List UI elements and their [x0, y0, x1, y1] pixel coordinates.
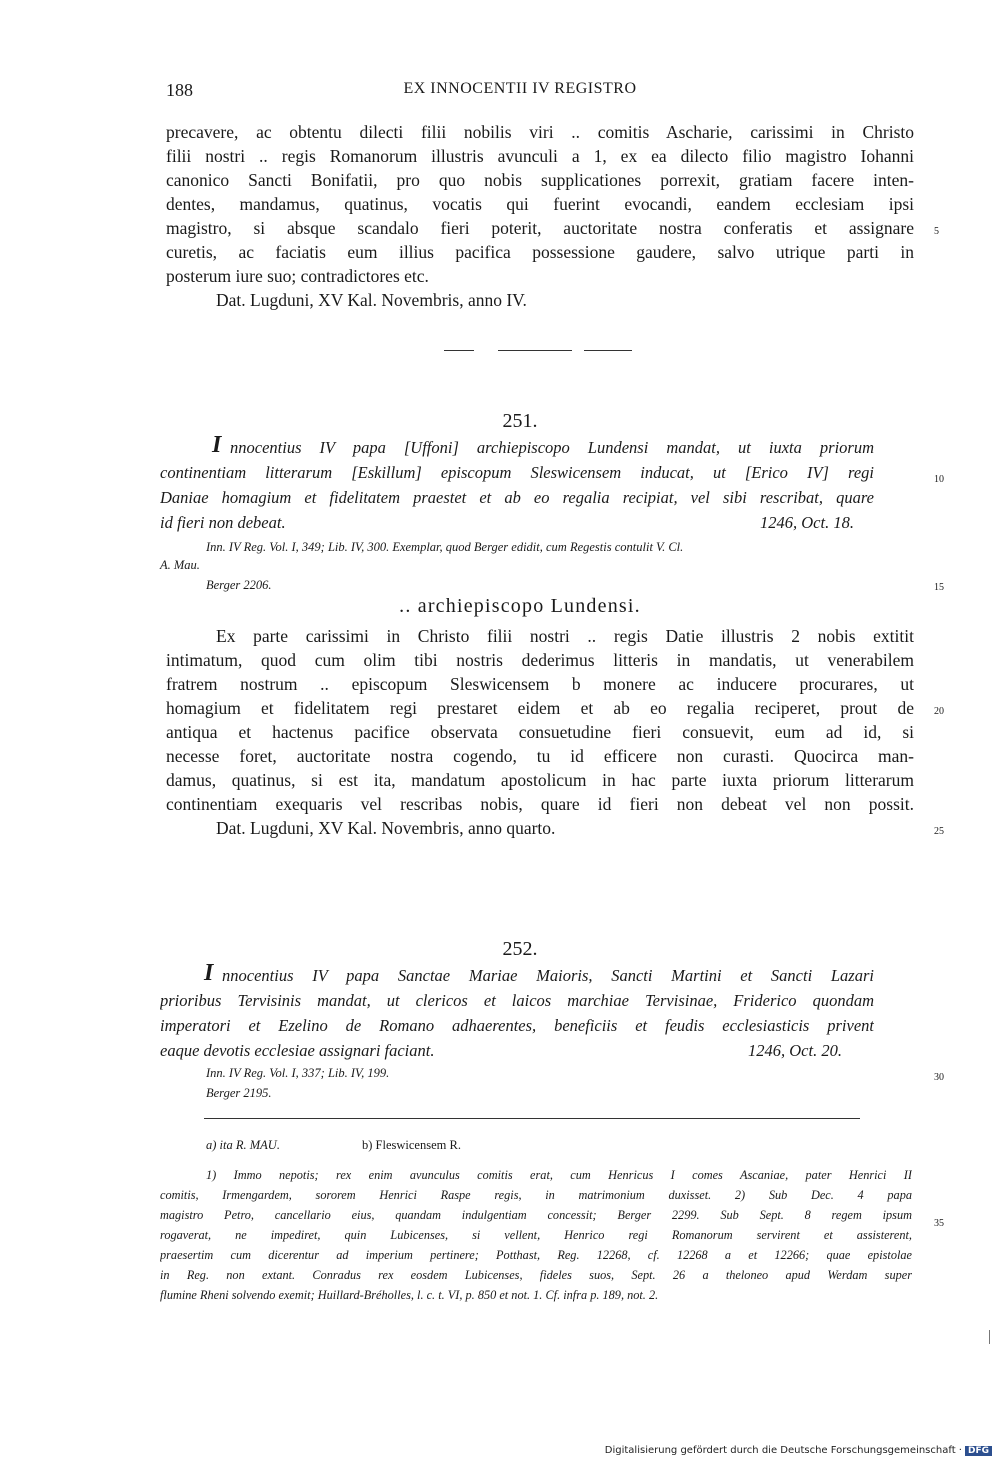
regest-date: 1246, Oct. 20. — [748, 1041, 842, 1060]
footnote-line: 1) Immo nepotis; rex enim avunculus comitis erat, cum Henricus I comes Ascaniae, pater Henrici II — [206, 1168, 912, 1182]
source-note: Inn. IV Reg. Vol. I, 337; Lib. IV, 199. — [206, 1066, 390, 1080]
scan-mark — [989, 1330, 990, 1344]
line-number: 30 — [934, 1072, 944, 1083]
page-number: 188 — [166, 80, 193, 100]
text-line: necesse foret, auctoritate nostra cogendo, tu id efficere non curasti. Quocirca man- — [166, 746, 914, 766]
critical-note-b: b) Fleswicensem R. — [362, 1138, 461, 1152]
text-line: canonico Sancti Bonifatii, pro quo nobis supplicationes porrexit, gratiam facere inten- — [166, 170, 914, 190]
line-number: 5 — [934, 226, 939, 237]
footnote-line: in Reg. non extant. Conradus rex eosdem Lubicenses, fideles suos, Sept. 26 a theloneo apud Werdam super — [160, 1268, 912, 1282]
entry-number-251: 251. — [502, 410, 538, 432]
text-line: Ex parte carissimi in Christo filii nostri .. regis Datie illustris 2 nobis extitit — [216, 626, 914, 646]
line-number: 20 — [934, 706, 944, 717]
text-line: magistro, si absque scandalo fieri poterit, auctoritate nostra conferatis et assignare — [166, 218, 914, 238]
initial-letter: I — [212, 432, 222, 458]
text-line: homagium et fidelitatem regi prestaret eidem et ab eo regalia reciperet, prout de — [166, 698, 914, 718]
dfg-credit-text: Digitalisierung gefördert durch die Deutsche Forschungsgemeinschaft · — [604, 1445, 962, 1456]
regest-line: nnocentius IV papa [Uffoni] archiepiscopo Lundensi mandat, ut iuxta priorum — [230, 438, 874, 457]
text-line: posterum iure suo; contradictores etc. — [166, 266, 429, 286]
text-line: intimatum, quod cum olim tibi nostris dederimus litteris in mandatis, ut venerabilem — [166, 650, 914, 670]
text-line: filii nostri .. regis Romanorum illustris avunculi a 1, ex ea dilecto filio magistro Iohanni — [166, 146, 914, 166]
footnote-line: magistro Petro, cancellario eius, quandam indulgentiam concessit; Berger 2299. Sub Sept. 8 regem ipsum — [160, 1208, 912, 1222]
text-line: continentiam exequaris vel rescribas nobis, quare id fieri non debeat vel non possit. — [166, 794, 914, 814]
footnote-line: comitis, Irmengardem, sororem Henrici Raspe regis, in matrimonium duxisset. 2) Sub Dec. 4 papa — [160, 1188, 912, 1202]
footnote-line: praesertim cum dicerentur ad imperium pertinere; Potthast, Reg. 12268, cf. 12268 a et 12266; quae epistolae — [160, 1248, 912, 1262]
entry-number-252: 252. — [502, 938, 538, 960]
dfg-logo: DFG — [965, 1446, 992, 1456]
line-number: 35 — [934, 1218, 944, 1229]
text-line: curetis, ac faciatis eum illius pacifica possessione gaudere, salvo utrique parti in — [166, 242, 914, 262]
source-note: Berger 2206. — [206, 578, 272, 592]
line-number: 15 — [934, 582, 944, 593]
line-number: 25 — [934, 826, 944, 837]
regest-line: Daniae homagium et fidelitatem praestet et ab eo regalia recipiat, vel sibi rescribat, quare — [160, 488, 874, 507]
critical-note-a: a) ita R. MAU. — [206, 1138, 280, 1152]
text-line: precavere, ac obtentu dilecti filii nobilis viri .. comitis Ascharie, carissimi in Christo — [166, 122, 914, 142]
line-number: 10 — [934, 474, 944, 485]
separator-rule — [584, 350, 632, 351]
separator-rule — [444, 350, 474, 351]
initial-letter: I — [204, 960, 214, 986]
dating-clause: Dat. Lugduni, XV Kal. Novembris, anno quarto. — [216, 818, 556, 838]
dfg-credit — [605, 1445, 992, 1456]
footnote-line: flumine Rheni solvendo exemit; Huillard-Bréholles, l. c. t. VI, p. 850 et not. 1. Cf. infra p. 189, not. 2. — [160, 1288, 659, 1302]
running-title: EX INNOCENTII IV REGISTRO — [403, 80, 637, 97]
regest-line: imperatori et Ezelino de Romano adhaerentes, beneficiis et feudis ecclesiasticis privent — [160, 1016, 874, 1035]
source-note: Inn. IV Reg. Vol. I, 349; Lib. IV, 300. Exemplar, quod Berger edidit, cum Regestis contulit V. Cl. — [206, 540, 684, 554]
text-line: dentes, mandamus, quatinus, vocatis qui fuerint evocandi, eandem ecclesiam ipsi — [166, 194, 914, 214]
source-note: Berger 2195. — [206, 1086, 272, 1100]
text-line: damus, quatinus, si est ita, mandatum apostolicum in hac parte iuxta priorum litterarum — [166, 770, 914, 790]
footnote-line: rogaverat, ne impediret, quin Lubicenses, si vellent, Henrico regi Romanorum servirent et assisterent, — [160, 1228, 912, 1242]
dating-clause: Dat. Lugduni, XV Kal. Novembris, anno IV. — [216, 290, 527, 310]
regest-date: 1246, Oct. 18. — [760, 513, 854, 532]
regest-line: prioribus Tervisinis mandat, ut clericos et laicos marchiae Tervisinae, Friderico quondam — [160, 991, 874, 1010]
address-line: .. archiepiscopo Lundensi. — [399, 595, 641, 617]
regest-line: id fieri non debeat. — [160, 513, 286, 532]
text-line: antiqua et hactenus pacifice observata consuetudine fieri consuevit, eum ad id, si — [166, 722, 914, 742]
separator-rule — [498, 350, 572, 351]
footnote-rule — [204, 1118, 860, 1119]
regest-line: eaque devotis ecclesiae assignari faciant. — [160, 1041, 435, 1060]
text-line: fratrem nostrum .. episcopum Sleswicensem b monere ac inducere procurares, ut — [166, 674, 914, 694]
regest-line: continentiam litterarum [Eskillum] episcopum Sleswicensem inducat, ut [Erico IV] regi — [160, 463, 874, 482]
source-note: A. Mau. — [160, 558, 200, 572]
regest-line: nnocentius IV papa Sanctae Mariae Maioris, Sancti Martini et Sancti Lazari — [222, 966, 874, 985]
